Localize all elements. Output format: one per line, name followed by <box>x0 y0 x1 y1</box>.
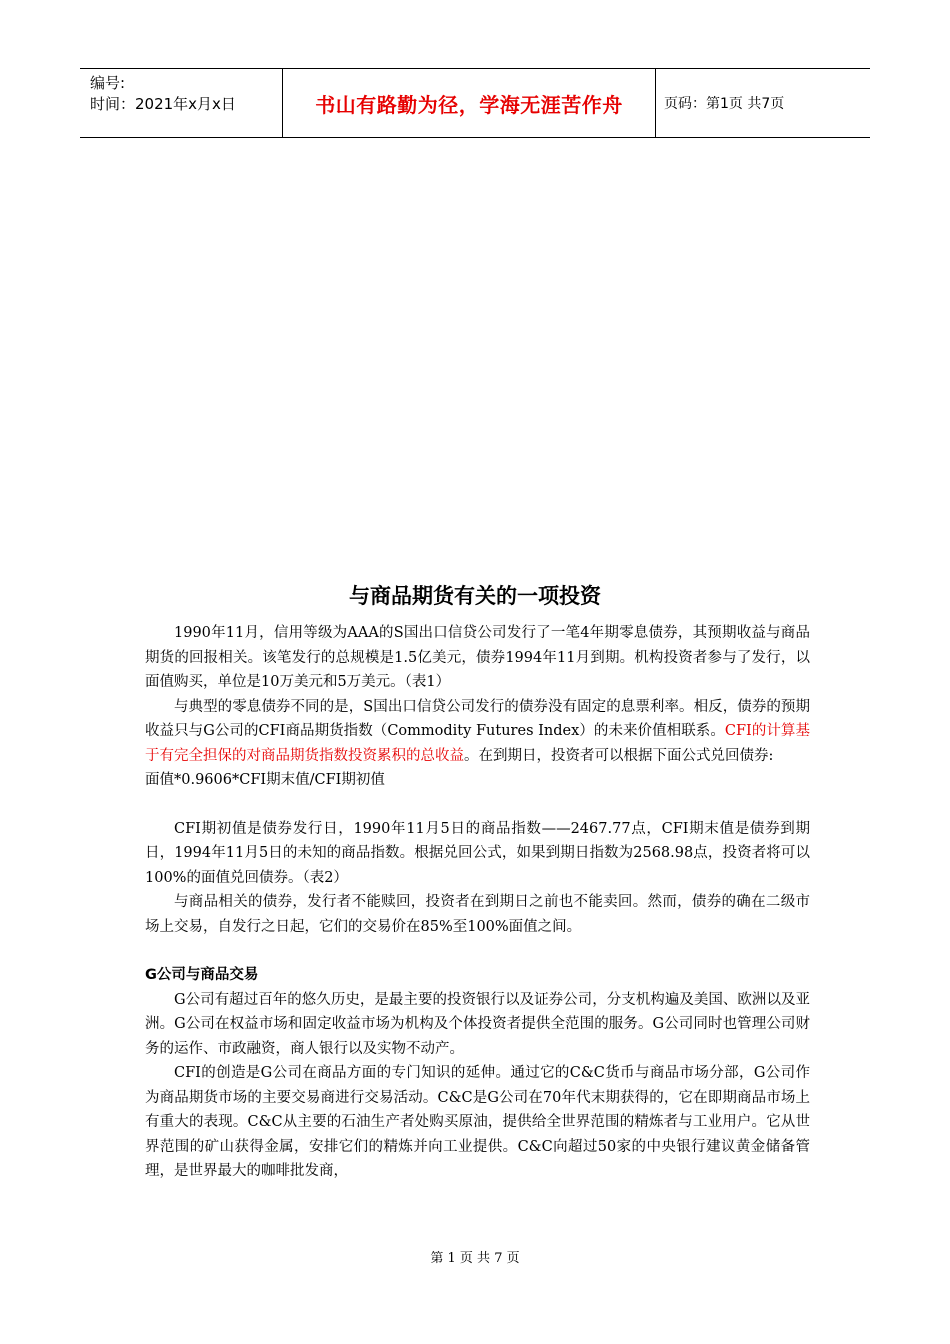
redemption-formula: 面值*0.9606*CFI期末值/CFI期初值 <box>145 772 385 788</box>
section-heading: G公司与商品交易 <box>145 967 259 983</box>
document-title: 与商品期货有关的一项投资 <box>349 584 601 608</box>
document-body <box>145 621 810 1184</box>
page-footer: 第 1 页 共 7 页 <box>430 1251 520 1266</box>
paragraph-5: G公司有超过百年的悠久历史，是最主要的投资银行以及证券公司，分支机构遍及美国、欧洲以及亚洲。G公司在权益市场和固定收益市场为机构及个体投资者提供全范围的服务。G公司同时也管理公司财务的运作、市政融资，商人银行以及实物不动产。 <box>145 991 810 1057</box>
paragraph-2-text-a: 与典型的零息债券不同的是，S国出口信贷公司发行的债券没有固定的息票利率。相反，债券的预期收益只与G公司的CFI商品期货指数（Commodity Futures Index）的未来价值相联系。 <box>145 698 810 739</box>
page-header <box>80 68 870 138</box>
header-meta <box>80 69 282 137</box>
paragraph-6: CFI的创造是G公司在商品方面的专门知识的延伸。通过它的C&C货币与商品市场分部，G公司作为商品期货市场的主要交易商进行交易活动。C&C是G公司在70年代末期获得的，它在即期商品市场上有重大的表现。C&C从主要的石油生产者处购买原油，提供给全世界范围的精炼者与工业用户。它从世界范围的矿山获得金属，安排它们的精炼并向工业提供。C&C向超过50家的中央银行建议黄金储备管理，是世界最大的咖啡批发商， <box>145 1065 810 1179</box>
spacer <box>145 939 810 963</box>
number-label: 编号: <box>90 74 126 92</box>
date-label: 时间：2021年x月x日 <box>90 95 236 113</box>
paragraph-2-highlight: CFI的计算基于有完全担保的对商品期货指数投资累积的总收益 <box>145 723 810 764</box>
paragraph-2-text-b: 。在到期日，投资者可以根据下面公式兑回债券: <box>464 747 774 764</box>
paragraph-1: 1990年11月，信用等级为AAA的S国出口信贷公司发行了一笔4年期零息债券，其预期收益与商品期货的回报相关。该笔发行的总规模是1.5亿美元，债券1994年11月到期。机构投资者参与了发行，以面值购买，单位是10万美元和5万美元。（表1） <box>145 625 810 690</box>
spacer <box>145 793 810 817</box>
header-motto: 书山有路勤为径，学海无涯苦作舟 <box>282 69 656 137</box>
header-page-info: 页码：第1页 共7页 <box>664 96 785 112</box>
paragraph-3: CFI期初值是债券发行日，1990年11月5日的商品指数——2467.77点，CFI期末值是债券到期日，1994年11月5日的未知的商品指数。根据兑回公式，如果到期日指数为2568.98点，投资者将可以100%的面值兑回债券。（表2） <box>145 820 810 886</box>
paragraph-4: 与商品相关的债券，发行者不能赎回，投资者在到期日之前也不能卖回。然而，债券的确在二级市场上交易，自发行之日起，它们的交易价在85%至100%面值之间。 <box>145 894 810 935</box>
paragraph-2 <box>145 695 810 769</box>
